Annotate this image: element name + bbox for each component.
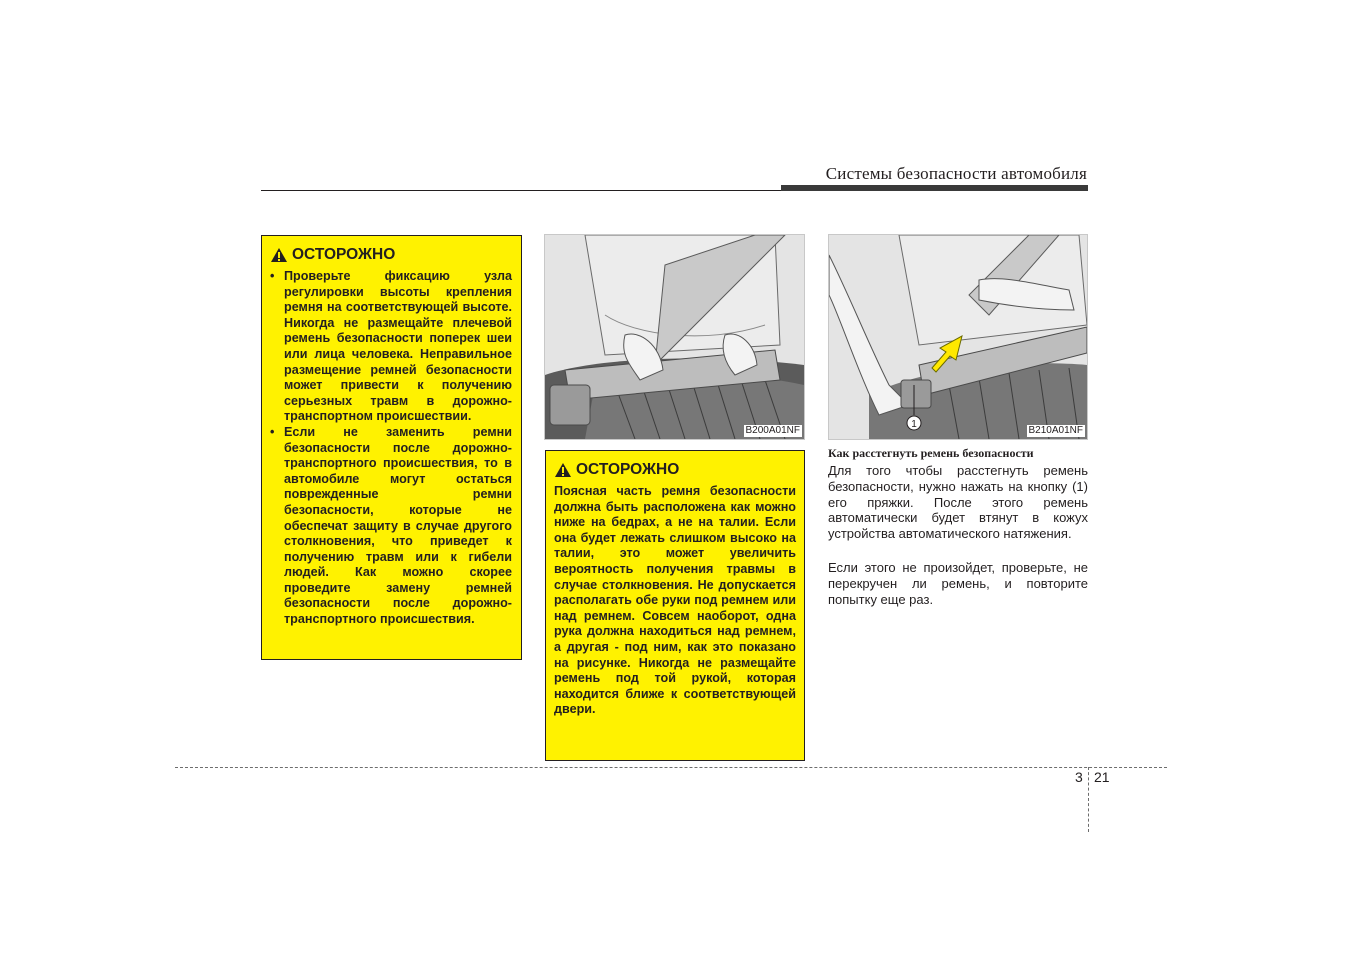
- warning-triangle-icon: [554, 462, 572, 478]
- warning-title-row: [270, 246, 512, 264]
- warning-triangle-icon: [270, 247, 288, 263]
- header-rule: [261, 190, 783, 191]
- illustration-lap-belt: [545, 235, 804, 439]
- warning-box-lap-belt: [545, 450, 805, 761]
- warning-box-height-adjuster: [261, 235, 522, 660]
- warning-item: • Если не заменить ремни безопасности после дорожно-транспортного происшествия, то в автомобиле могут остаться поврежденные ремни безопасности, которые не обеспечат защиту в случае другого столкновения, что приведет к получению травм или к гибели людей. Как можно скорее проведите замену ремней безопасности после дорожно-транспортного происшествия.: [270, 425, 512, 628]
- warning-item: • Проверьте фиксацию узла регулировки высоты крепления ремня на соответствующей высоте. Никогда не размещайте плечевой ремень безопасности поперек шеи или лица человека. Неправильное размещение ремней безопасности может привести к получению серьезных травм в дорожно-транспортном происшествии.: [270, 269, 512, 425]
- warning-title: ОСТОРОЖНО: [576, 461, 680, 478]
- warning-text: Поясная часть ремня безопасности должна быть расположена как можно ниже на бедрах, а не на талии. Если она будет лежать слишком высоко на талии, это может увеличить вероятность получения травмы в случае столкновения. Не допускается располагать обе руки под ремнем или над ремнем. Совсем наоборот, одна рука должна находиться над ремнем, а другая - под ним, как это показано на рисунке. Никогда не размещайте ремень под той рукой, которая находится ближе к соответствующей двери.: [554, 484, 796, 717]
- callout-number: 1: [911, 419, 917, 430]
- body-paragraph: Для того чтобы расстегнуть ремень безопасности, нужно нажать на кнопку (1) его пряжки. После этого ремень автоматически будет втянут в кожух устройства автоматического натяжения.: [828, 463, 1088, 542]
- figure-code: B200A01NF: [745, 425, 800, 436]
- section-number: 3: [1075, 769, 1083, 785]
- page-number: 21: [1094, 769, 1110, 785]
- body-paragraph: Если этого не произойдет, проверьте, не перекручен ли ремень, и повторите попытку еще раз.: [828, 560, 1088, 607]
- warning-title: ОСТОРОЖНО: [292, 246, 396, 263]
- warning-title-row: [554, 461, 796, 479]
- footer-divider: [1088, 767, 1089, 832]
- page-header-title: Системы безопасности автомобиля: [825, 164, 1087, 183]
- figure-lap-belt-position: [544, 234, 805, 440]
- warning-list: [270, 269, 512, 628]
- section-heading: Как расстегнуть ремень безопасности: [828, 446, 1034, 460]
- header-rule-bar: [781, 185, 1088, 191]
- illustration-unbuckle: [829, 235, 1087, 439]
- footer-rule: [175, 767, 1167, 768]
- figure-code: B210A01NF: [1028, 425, 1083, 436]
- figure-unbuckle-belt: [828, 234, 1088, 440]
